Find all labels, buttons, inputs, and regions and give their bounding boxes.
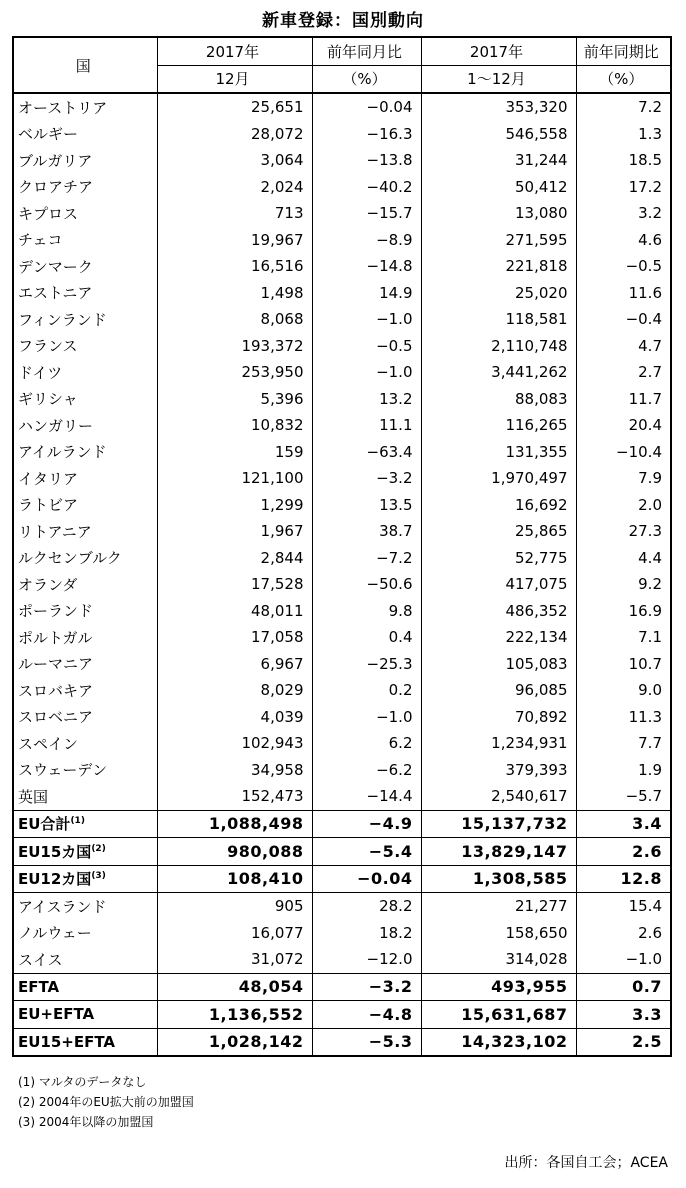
footnotes	[18, 1072, 194, 1132]
yoy-month-percent: −1.0	[312, 704, 421, 731]
yoy-period-percent: 2.0	[576, 492, 671, 519]
country-name: EU15+EFTA	[13, 1028, 157, 1056]
yoy-period-percent: 2.7	[576, 359, 671, 386]
ytd-units: 1,970,497	[421, 465, 576, 492]
table-row	[13, 333, 671, 360]
country-name: ルーマニア	[13, 651, 157, 678]
december-units: 8,029	[157, 677, 312, 704]
yoy-month-percent: −7.2	[312, 545, 421, 572]
ytd-units: 222,134	[421, 624, 576, 651]
december-units: 17,058	[157, 624, 312, 651]
december-units: 4,039	[157, 704, 312, 731]
registration-table	[12, 36, 672, 1057]
footnote-ref: (1)	[70, 816, 85, 827]
ytd-units: 417,075	[421, 571, 576, 598]
header-month-year: 2017年	[157, 37, 312, 65]
ytd-units: 25,865	[421, 518, 576, 545]
yoy-period-percent: −0.5	[576, 253, 671, 280]
yoy-period-percent: 3.4	[576, 810, 671, 838]
yoy-period-percent: 7.2	[576, 93, 671, 121]
table-row	[13, 359, 671, 386]
yoy-month-percent: −5.3	[312, 1028, 421, 1056]
header-yoy-month: 前年同月比	[312, 37, 421, 65]
december-units: 1,088,498	[157, 810, 312, 838]
december-units: 108,410	[157, 865, 312, 893]
yoy-period-percent: 11.3	[576, 704, 671, 731]
summary-row	[13, 973, 671, 1001]
table-row	[13, 518, 671, 545]
yoy-period-percent: 2.6	[576, 920, 671, 947]
yoy-month-percent: 28.2	[312, 893, 421, 920]
country-name: スウェーデン	[13, 757, 157, 784]
ytd-units: 15,631,687	[421, 1001, 576, 1029]
ytd-units: 21,277	[421, 893, 576, 920]
yoy-month-percent: 0.4	[312, 624, 421, 651]
yoy-month-percent: 11.1	[312, 412, 421, 439]
yoy-period-percent: 1.3	[576, 121, 671, 148]
december-units: 5,396	[157, 386, 312, 413]
yoy-period-percent: 18.5	[576, 147, 671, 174]
yoy-period-percent: 3.2	[576, 200, 671, 227]
country-name: スロバキア	[13, 677, 157, 704]
country-name: ノルウェー	[13, 920, 157, 947]
ytd-units: 96,085	[421, 677, 576, 704]
ytd-units: 486,352	[421, 598, 576, 625]
december-units: 152,473	[157, 783, 312, 810]
country-name: スロベニア	[13, 704, 157, 731]
yoy-month-percent: −0.5	[312, 333, 421, 360]
yoy-period-percent: −10.4	[576, 439, 671, 466]
ytd-units: 353,320	[421, 93, 576, 121]
ytd-units: 271,595	[421, 227, 576, 254]
yoy-period-percent: 17.2	[576, 174, 671, 201]
country-name: EU+EFTA	[13, 1001, 157, 1029]
yoy-period-percent: 11.7	[576, 386, 671, 413]
country-name: スペイン	[13, 730, 157, 757]
summary-row	[13, 1028, 671, 1056]
yoy-month-percent: 13.5	[312, 492, 421, 519]
ytd-units: 105,083	[421, 651, 576, 678]
footnote: (2) 2004年のEU拡大前の加盟国	[18, 1095, 194, 1109]
december-units: 1,967	[157, 518, 312, 545]
ytd-units: 16,692	[421, 492, 576, 519]
country-name: クロアチア	[13, 174, 157, 201]
december-units: 2,024	[157, 174, 312, 201]
ytd-units: 31,244	[421, 147, 576, 174]
yoy-month-percent: −4.8	[312, 1001, 421, 1029]
table-row	[13, 677, 671, 704]
table-body	[13, 93, 671, 1056]
country-name: ブルガリア	[13, 147, 157, 174]
yoy-period-percent: 7.9	[576, 465, 671, 492]
ytd-units: 314,028	[421, 946, 576, 973]
yoy-month-percent: −1.0	[312, 306, 421, 333]
table-row	[13, 121, 671, 148]
table-row	[13, 730, 671, 757]
table-row	[13, 783, 671, 810]
yoy-period-percent: 10.7	[576, 651, 671, 678]
yoy-period-percent: 12.8	[576, 865, 671, 893]
yoy-month-percent: −25.3	[312, 651, 421, 678]
yoy-month-percent: 13.2	[312, 386, 421, 413]
yoy-month-percent: −63.4	[312, 439, 421, 466]
summary-row	[13, 838, 671, 866]
yoy-period-percent: 3.3	[576, 1001, 671, 1029]
country-name: デンマーク	[13, 253, 157, 280]
yoy-month-percent: −50.6	[312, 571, 421, 598]
december-units: 16,516	[157, 253, 312, 280]
yoy-month-percent: −0.04	[312, 865, 421, 893]
country-name: EFTA	[13, 973, 157, 1001]
table-row	[13, 227, 671, 254]
summary-row	[13, 1001, 671, 1029]
december-units: 1,299	[157, 492, 312, 519]
page-title: 新車登録：国別動向	[262, 11, 424, 31]
ytd-units: 13,829,147	[421, 838, 576, 866]
country-name: ルクセンブルク	[13, 545, 157, 572]
table-row	[13, 757, 671, 784]
ytd-units: 15,137,732	[421, 810, 576, 838]
table-row	[13, 545, 671, 572]
country-name: オーストリア	[13, 93, 157, 121]
source-credit: 出所：各国自工会；ACEA	[504, 1155, 668, 1171]
header-yoy-period: 前年同期比	[576, 37, 671, 65]
december-units: 28,072	[157, 121, 312, 148]
table-row	[13, 571, 671, 598]
december-units: 16,077	[157, 920, 312, 947]
december-units: 713	[157, 200, 312, 227]
yoy-period-percent: 9.2	[576, 571, 671, 598]
ytd-units: 546,558	[421, 121, 576, 148]
ytd-units: 13,080	[421, 200, 576, 227]
yoy-month-percent: −1.0	[312, 359, 421, 386]
table-row	[13, 893, 671, 920]
table-row	[13, 492, 671, 519]
table-row	[13, 253, 671, 280]
yoy-month-percent: −14.8	[312, 253, 421, 280]
table-row	[13, 624, 671, 651]
yoy-month-percent: −3.2	[312, 973, 421, 1001]
yoy-period-percent: 4.6	[576, 227, 671, 254]
table-row	[13, 465, 671, 492]
december-units: 905	[157, 893, 312, 920]
ytd-units: 1,308,585	[421, 865, 576, 893]
december-units: 2,844	[157, 545, 312, 572]
yoy-month-percent: −16.3	[312, 121, 421, 148]
december-units: 1,498	[157, 280, 312, 307]
country-name: ポルトガル	[13, 624, 157, 651]
yoy-period-percent: 0.7	[576, 973, 671, 1001]
footnote-ref: (3)	[91, 871, 106, 882]
table-row	[13, 412, 671, 439]
december-units: 159	[157, 439, 312, 466]
header-ytd-range: 1～12月	[421, 65, 576, 93]
december-units: 25,651	[157, 93, 312, 121]
ytd-units: 70,892	[421, 704, 576, 731]
yoy-month-percent: 6.2	[312, 730, 421, 757]
december-units: 253,950	[157, 359, 312, 386]
yoy-month-percent: −40.2	[312, 174, 421, 201]
country-name: ドイツ	[13, 359, 157, 386]
december-units: 193,372	[157, 333, 312, 360]
footnote: (3) 2004年以降の加盟国	[18, 1115, 154, 1129]
ytd-units: 3,441,262	[421, 359, 576, 386]
ytd-units: 2,110,748	[421, 333, 576, 360]
country-name: チェコ	[13, 227, 157, 254]
yoy-month-percent: −15.7	[312, 200, 421, 227]
ytd-units: 131,355	[421, 439, 576, 466]
header-country: 国	[13, 37, 157, 93]
header-yoy-period-unit: （%）	[576, 65, 671, 93]
yoy-month-percent: 9.8	[312, 598, 421, 625]
yoy-month-percent: −4.9	[312, 810, 421, 838]
ytd-units: 158,650	[421, 920, 576, 947]
yoy-period-percent: 20.4	[576, 412, 671, 439]
ytd-units: 118,581	[421, 306, 576, 333]
header-ytd-year: 2017年	[421, 37, 576, 65]
yoy-month-percent: 18.2	[312, 920, 421, 947]
yoy-period-percent: 16.9	[576, 598, 671, 625]
table-row	[13, 920, 671, 947]
footnote-ref: (2)	[91, 843, 106, 854]
december-units: 48,054	[157, 973, 312, 1001]
summary-row	[13, 865, 671, 893]
country-name: ラトビア	[13, 492, 157, 519]
december-units: 31,072	[157, 946, 312, 973]
december-units: 34,958	[157, 757, 312, 784]
december-units: 17,528	[157, 571, 312, 598]
country-name: アイスランド	[13, 893, 157, 920]
country-name: オランダ	[13, 571, 157, 598]
country-name: スイス	[13, 946, 157, 973]
december-units: 10,832	[157, 412, 312, 439]
yoy-period-percent: −0.4	[576, 306, 671, 333]
december-units: 6,967	[157, 651, 312, 678]
yoy-period-percent: 4.4	[576, 545, 671, 572]
country-name: キプロス	[13, 200, 157, 227]
country-name: 英国	[13, 783, 157, 810]
country-name: イタリア	[13, 465, 157, 492]
ytd-units: 493,955	[421, 973, 576, 1001]
ytd-units: 116,265	[421, 412, 576, 439]
yoy-period-percent: 2.6	[576, 838, 671, 866]
ytd-units: 2,540,617	[421, 783, 576, 810]
december-units: 102,943	[157, 730, 312, 757]
ytd-units: 1,234,931	[421, 730, 576, 757]
yoy-month-percent: 38.7	[312, 518, 421, 545]
december-units: 1,136,552	[157, 1001, 312, 1029]
yoy-month-percent: −8.9	[312, 227, 421, 254]
table-row	[13, 946, 671, 973]
yoy-month-percent: −3.2	[312, 465, 421, 492]
yoy-month-percent: −14.4	[312, 783, 421, 810]
summary-row	[13, 810, 671, 838]
december-units: 8,068	[157, 306, 312, 333]
country-name: ベルギー	[13, 121, 157, 148]
december-units: 3,064	[157, 147, 312, 174]
december-units: 980,088	[157, 838, 312, 866]
table-row	[13, 651, 671, 678]
country-name: EU合計$^{(1)}$	[13, 810, 157, 838]
table-row	[13, 439, 671, 466]
yoy-period-percent: 4.7	[576, 333, 671, 360]
yoy-month-percent: −0.04	[312, 93, 421, 121]
country-name: アイルランド	[13, 439, 157, 466]
table-row	[13, 200, 671, 227]
country-name: リトアニア	[13, 518, 157, 545]
december-units: 1,028,142	[157, 1028, 312, 1056]
country-name: EU12カ国$^{(3)}$	[13, 865, 157, 893]
yoy-month-percent: −12.0	[312, 946, 421, 973]
yoy-month-percent: −5.4	[312, 838, 421, 866]
yoy-period-percent: −5.7	[576, 783, 671, 810]
country-name: エストニア	[13, 280, 157, 307]
country-name: ハンガリー	[13, 412, 157, 439]
yoy-period-percent: 15.4	[576, 893, 671, 920]
ytd-units: 25,020	[421, 280, 576, 307]
table-row	[13, 306, 671, 333]
december-units: 48,011	[157, 598, 312, 625]
ytd-units: 88,083	[421, 386, 576, 413]
ytd-units: 50,412	[421, 174, 576, 201]
yoy-period-percent: −1.0	[576, 946, 671, 973]
ytd-units: 52,775	[421, 545, 576, 572]
table-row	[13, 93, 671, 121]
yoy-period-percent: 27.3	[576, 518, 671, 545]
yoy-month-percent: 0.2	[312, 677, 421, 704]
country-name: フィンランド	[13, 306, 157, 333]
yoy-period-percent: 11.6	[576, 280, 671, 307]
table-row	[13, 280, 671, 307]
yoy-period-percent: 7.1	[576, 624, 671, 651]
table-row	[13, 174, 671, 201]
country-name: フランス	[13, 333, 157, 360]
header-yoy-month-unit: （%）	[312, 65, 421, 93]
table-row	[13, 147, 671, 174]
country-name: EU15カ国$^{(2)}$	[13, 838, 157, 866]
december-units: 121,100	[157, 465, 312, 492]
country-name: ギリシャ	[13, 386, 157, 413]
yoy-month-percent: −13.8	[312, 147, 421, 174]
yoy-month-percent: 14.9	[312, 280, 421, 307]
header-month: 12月	[157, 65, 312, 93]
yoy-period-percent: 2.5	[576, 1028, 671, 1056]
yoy-period-percent: 7.7	[576, 730, 671, 757]
table-row	[13, 598, 671, 625]
yoy-period-percent: 9.0	[576, 677, 671, 704]
yoy-month-percent: −6.2	[312, 757, 421, 784]
table-row	[13, 704, 671, 731]
yoy-period-percent: 1.9	[576, 757, 671, 784]
country-name: ポーランド	[13, 598, 157, 625]
ytd-units: 221,818	[421, 253, 576, 280]
ytd-units: 14,323,102	[421, 1028, 576, 1056]
footnote: (1) マルタのデータなし	[18, 1075, 147, 1089]
table-row	[13, 386, 671, 413]
december-units: 19,967	[157, 227, 312, 254]
ytd-units: 379,393	[421, 757, 576, 784]
